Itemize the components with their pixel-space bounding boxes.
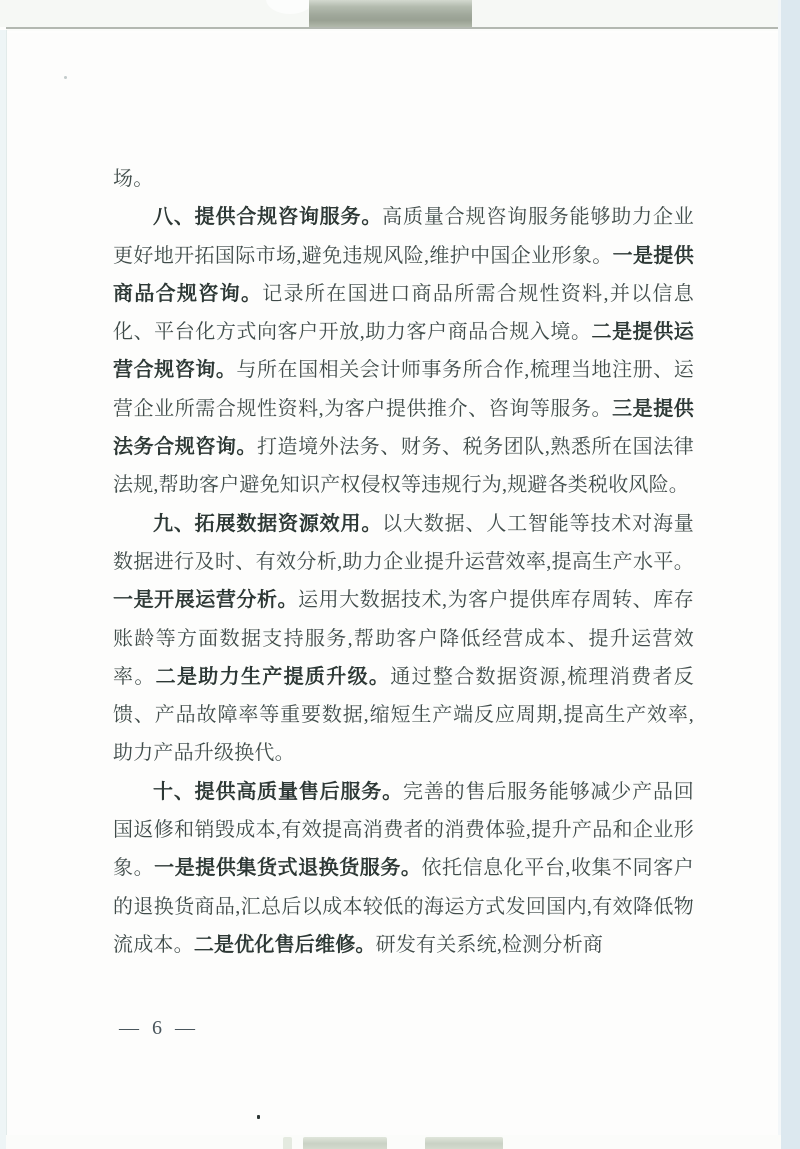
subpoint-heading: 二是助力生产提质升级。 xyxy=(155,665,391,688)
text-run: 通过整合数据资源,梳理消费者反馈、产品故障率等重要数据,缩短生产端反应周期,提高生产效率,助力产品升级换代。 xyxy=(113,665,695,765)
subpoint-heading: 三是提供法务合规咨询。 xyxy=(113,397,695,459)
subpoint-heading: 一是提供商品合规咨询。 xyxy=(113,244,694,305)
text-run: 高质量合规咨询服务能够助力企业更好地开拓国际市场,避免违规风险,维护中国企业形象。 xyxy=(113,206,695,267)
scan-artifact-bottom-sliver xyxy=(283,1137,292,1149)
text-run: 运用大数据技术,为客户提供库存周转、库存账龄等方面数据支持服务,帮助客户降低经营成本、提升运营效率。 xyxy=(113,589,694,688)
section-heading: 八、提供合规咨询服务。 xyxy=(153,206,383,229)
scanner-edge-right xyxy=(778,0,800,1149)
paragraph-section-8 xyxy=(113,198,694,504)
subpoint-heading: 一是提供集货式退换货服务。 xyxy=(154,857,422,880)
scanner-edge-bottom xyxy=(6,1135,781,1149)
text-run: 研发有关系统,检测分析商 xyxy=(375,933,604,956)
paragraph-section-9 xyxy=(113,505,694,773)
scan-artifact-binder-top xyxy=(309,0,472,27)
scan-speck xyxy=(257,1115,260,1119)
section-heading: 九、拓展数据资源效用。 xyxy=(153,512,383,535)
text-run: 场。 xyxy=(113,168,154,190)
scanner-edge-top xyxy=(0,0,800,27)
document-body xyxy=(113,160,694,964)
paragraph-section-10 xyxy=(113,773,694,964)
scan-artifact-bottom-left xyxy=(303,1137,387,1149)
text-run: 以大数据、人工智能等技术对海量数据进行及时、有效分析,助力企业提升运营效率,提高生产水平。 xyxy=(113,512,695,573)
scanner-edge-left xyxy=(0,30,7,1149)
page-number: — 6 — xyxy=(119,1017,196,1039)
text-run: 打造境外法务、财务、税务团队,熟悉所在国法律法规,帮助客户避免知识产权侵权等违规行为,规避各类税收风险。 xyxy=(113,436,694,497)
section-heading: 十、提供高质量售后服务。 xyxy=(153,780,403,803)
subpoint-heading: 一是开展运营分析。 xyxy=(113,589,299,612)
subpoint-heading: 二是优化售后维修。 xyxy=(193,933,376,956)
scan-speck-faint xyxy=(64,76,67,79)
scan-notch xyxy=(266,0,314,14)
page-top-edge xyxy=(6,27,779,29)
text-run: 完善的售后服务能够减少产品回国返修和销毁成本,有效提高消费者的消费体验,提升产品和企业形象。 xyxy=(113,780,694,880)
text-run: 与所在国相关会计师事务所合作,梳理当地注册、运营企业所需合规性资料,为客户提供推介、咨询等服务。 xyxy=(113,359,694,420)
scan-artifact-bottom-right xyxy=(425,1137,503,1149)
text-run: 记录所在国进口商品所需合规性资料,并以信息化、平台化方式向客户开放,助力客户商品合规入境。 xyxy=(113,282,694,344)
paragraph-continuation xyxy=(113,160,694,198)
text-run: 依托信息化平台,收集不同客户的退换货商品,汇总后以成本较低的海运方式发回国内,有效降低物流成本。 xyxy=(113,857,694,956)
subpoint-heading: 二是提供运营合规咨询。 xyxy=(113,321,695,382)
